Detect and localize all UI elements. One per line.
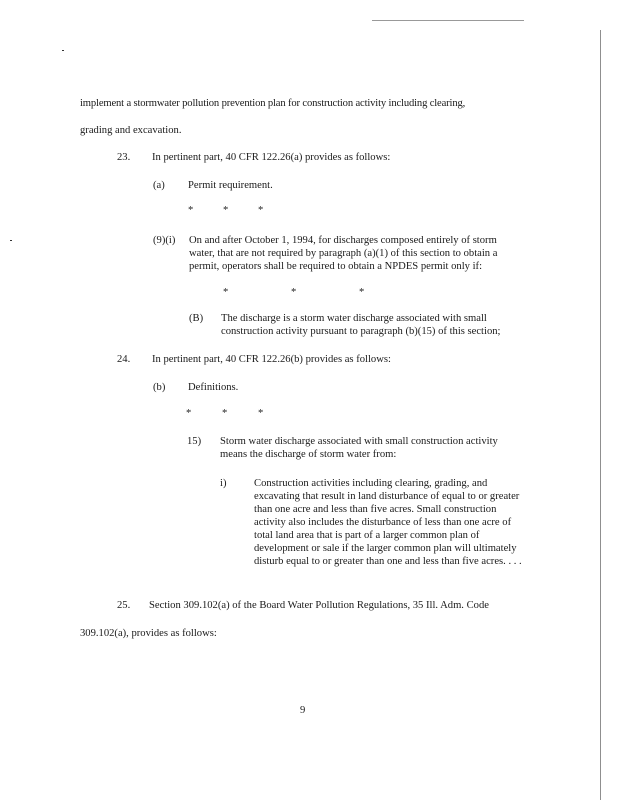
para-23-b-text: The discharge is a storm water discharge associated with small construction activity pursuant to paragraph (b)(15) of this section; (221, 313, 501, 337)
para-25-line-1: Section 309.102(a) of the Board Water Pollution Regulations, 35 Ill. Adm. Code (149, 600, 489, 611)
scan-speck (10, 240, 12, 241)
star: * (291, 287, 297, 298)
para-24-15-text: Storm water discharge associated with small construction activity means the discharge of storm water from: (220, 436, 498, 460)
intro-line-2: grading and excavation. (80, 125, 182, 136)
intro-line-1: implement a stormwater pollution prevention plan for construction activity including clearing, (80, 98, 466, 109)
star: * (258, 205, 264, 216)
para-24-text: In pertinent part, 40 CFR 122.26(b) provides as follows: (152, 354, 391, 365)
scan-artifact-right (600, 30, 601, 800)
para-24-i-label: i) (220, 478, 227, 489)
para-23-b-label: (B) (189, 313, 204, 324)
star: * (223, 287, 229, 298)
star: * (359, 287, 365, 298)
star: * (222, 408, 228, 419)
para-24-number: 24. (117, 354, 131, 365)
ellipsis-stars-1 (188, 204, 263, 217)
ellipsis-stars-3 (186, 407, 263, 420)
para-25-number: 25. (117, 600, 131, 611)
para-23-a-label: (a) (153, 180, 165, 191)
para-25-line-2: 309.102(a), provides as follows: (80, 628, 217, 639)
para-23-number: 23. (117, 152, 131, 163)
scan-artifact-top (372, 20, 524, 21)
star: * (223, 205, 229, 216)
para-23-text: In pertinent part, 40 CFR 122.26(a) provides as follows: (152, 152, 391, 163)
para-24-15-label: 15) (187, 436, 202, 447)
para-24-b-text: Definitions. (188, 382, 239, 393)
star: * (258, 408, 264, 419)
para-23-9i-label: (9)(i) (153, 235, 176, 246)
star: * (188, 205, 194, 216)
ellipsis-stars-2 (223, 286, 364, 299)
para-24-b-label: (b) (153, 382, 166, 393)
page-number: 9 (300, 705, 306, 716)
para-23-9i-text: On and after October 1, 1994, for discharges composed entirely of storm water, that are not required by paragraph (a)(1) of this section to obtain a permit, operators shall be required to obtain a NPDES permit only if: (189, 235, 498, 272)
para-24-i-text: Construction activities including clearing, grading, and excavating that result in land disturbance of equal to or greater than one acre and less than five acres. Small construction activity also includes the disturbance of less than one acre of total land area that is part of a larger common plan of development or sale if the larger common plan will ultimately disturb equal to or greater than one and less than five acres. . . . (254, 478, 522, 567)
scan-speck (62, 50, 64, 51)
star: * (186, 408, 192, 419)
para-23-a-text: Permit requirement. (188, 180, 273, 191)
